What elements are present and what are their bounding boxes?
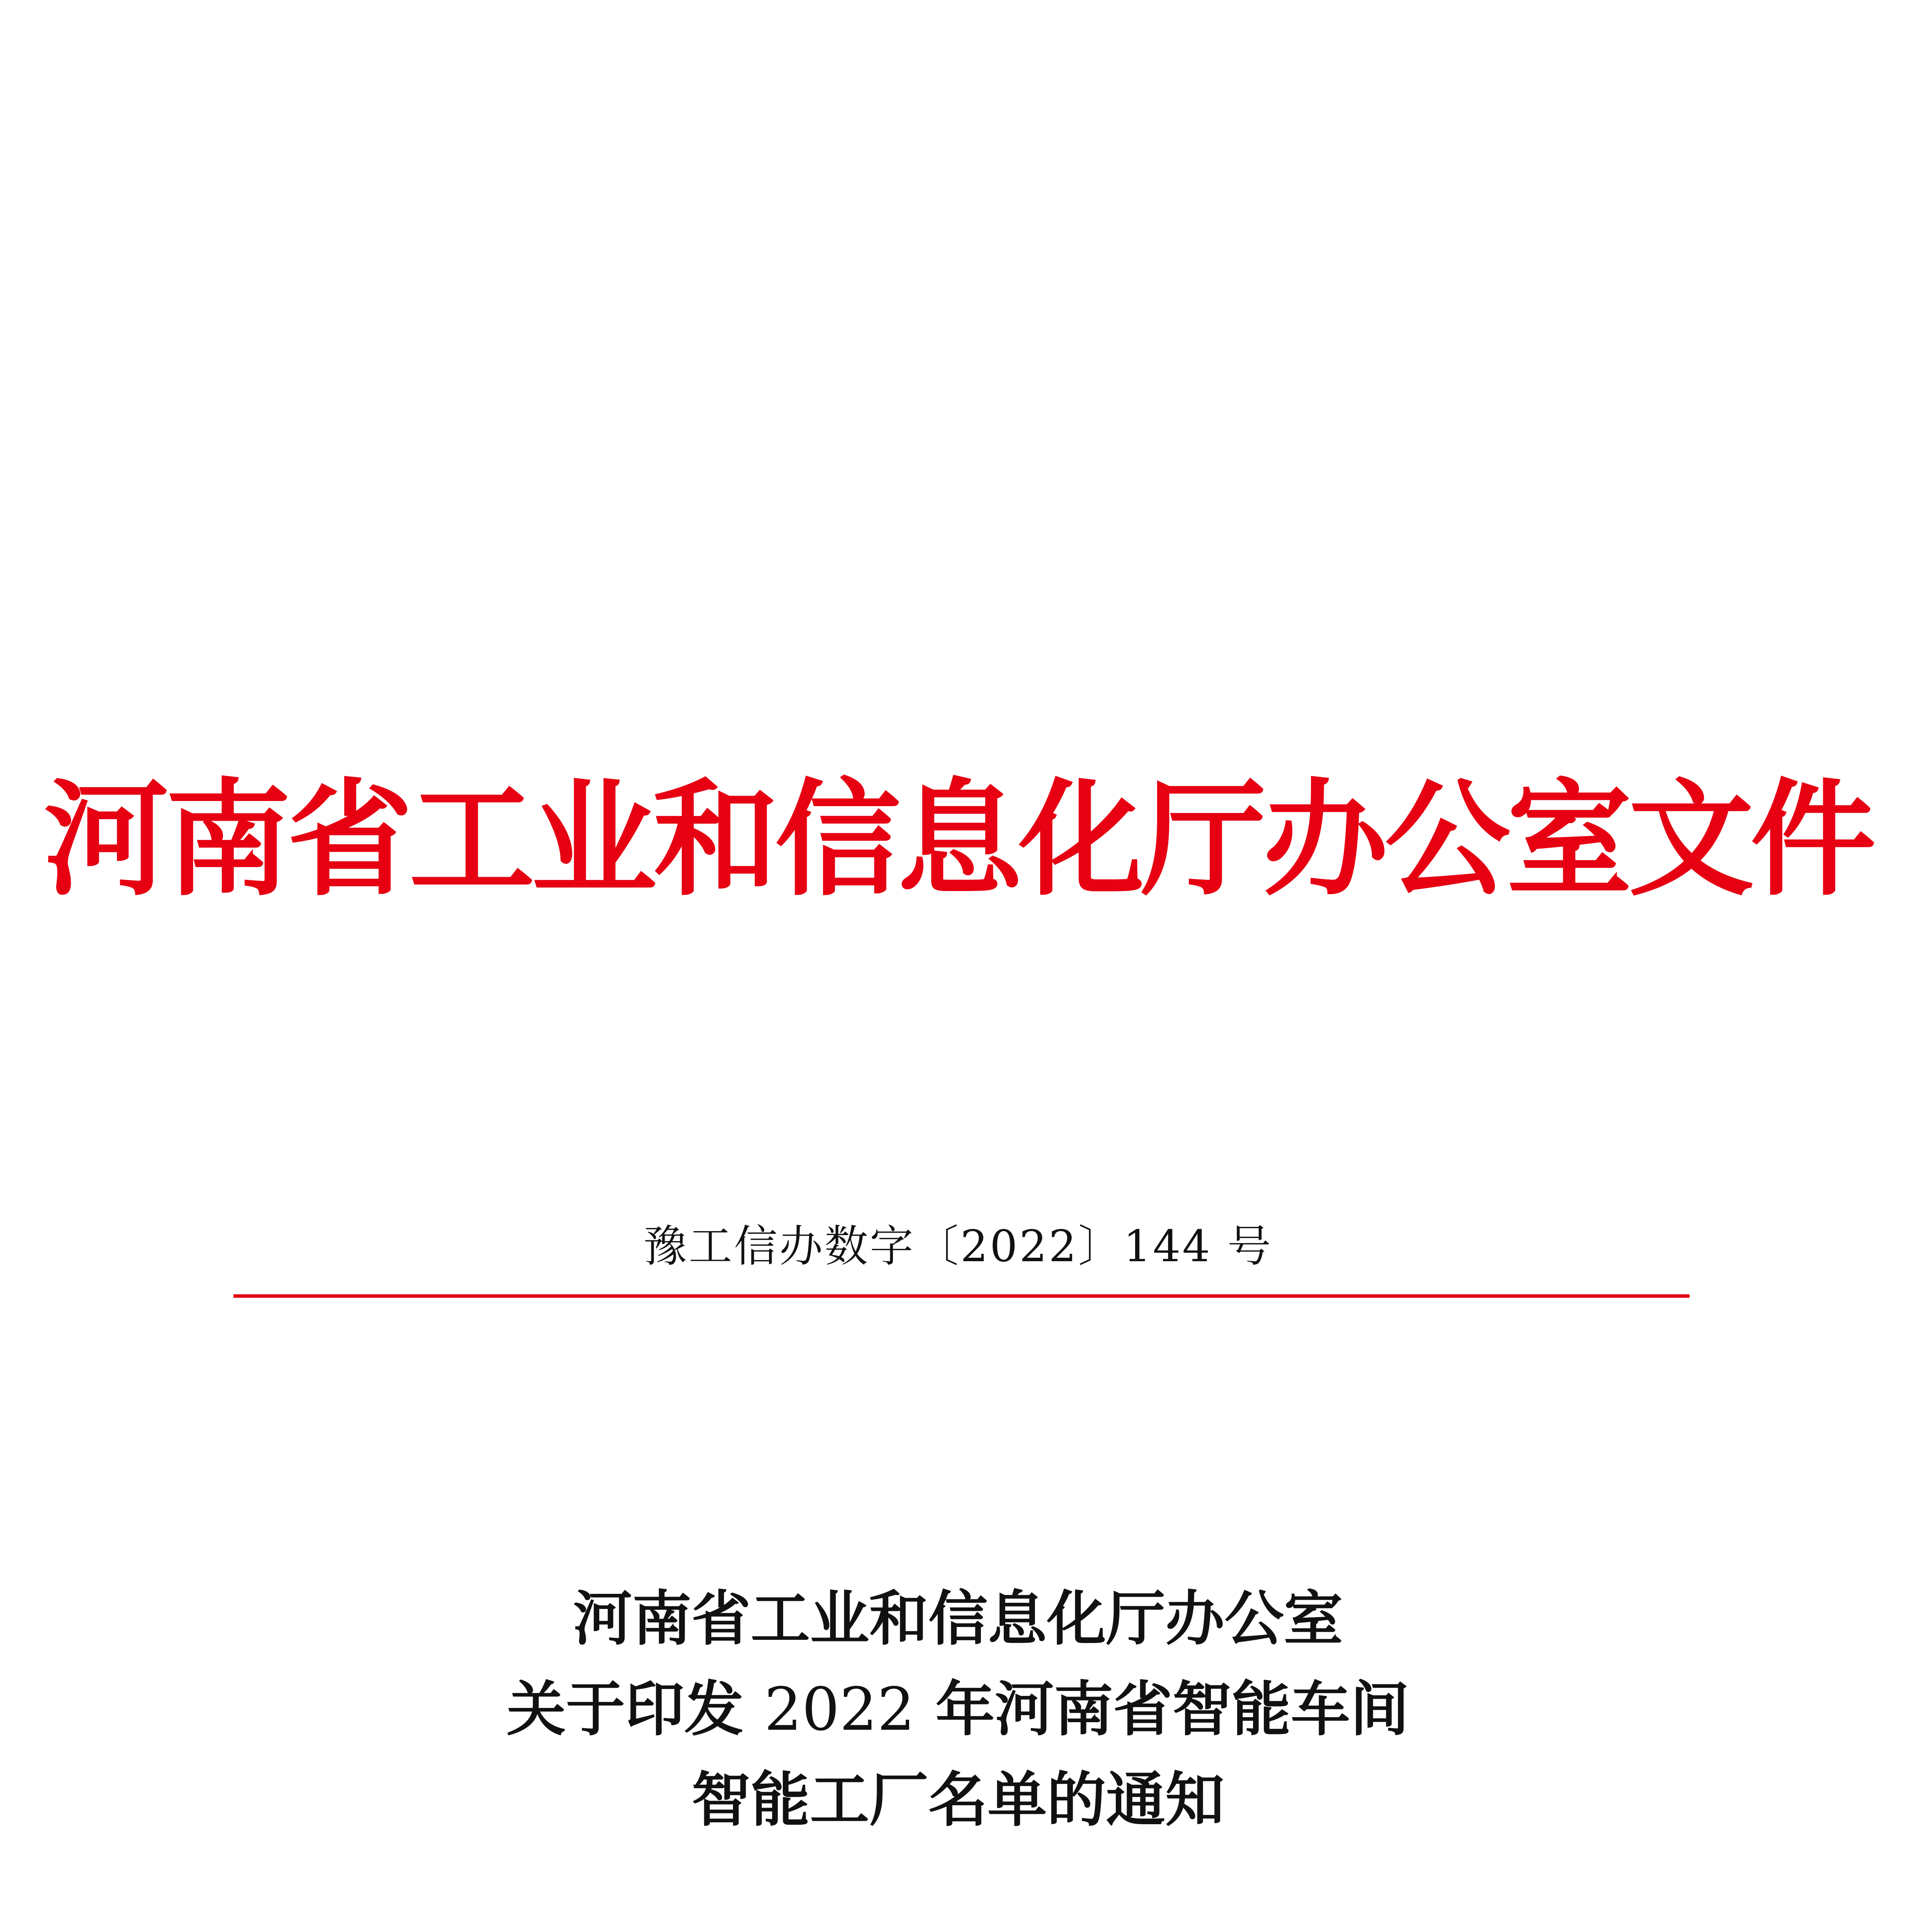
title-line-2 [0, 1665, 1916, 1756]
title-line-1: 河南省工业和信息化厅办公室 [573, 1585, 1343, 1655]
document-title [0, 1575, 1916, 1846]
title-year: 2022 [764, 1675, 915, 1746]
document-number: 豫工信办数字〔2022〕144 号 [643, 1221, 1273, 1272]
title-line-3: 智能工厂名单的通知 [691, 1766, 1225, 1836]
document-masthead: 河南省工业和信息化厅办公室文件 [43, 766, 1873, 913]
title-line-2-suffix: 年河南省智能车间 [915, 1675, 1409, 1746]
red-separator-line [233, 1294, 1690, 1298]
title-line-2-prefix: 关于印发 [507, 1675, 764, 1746]
